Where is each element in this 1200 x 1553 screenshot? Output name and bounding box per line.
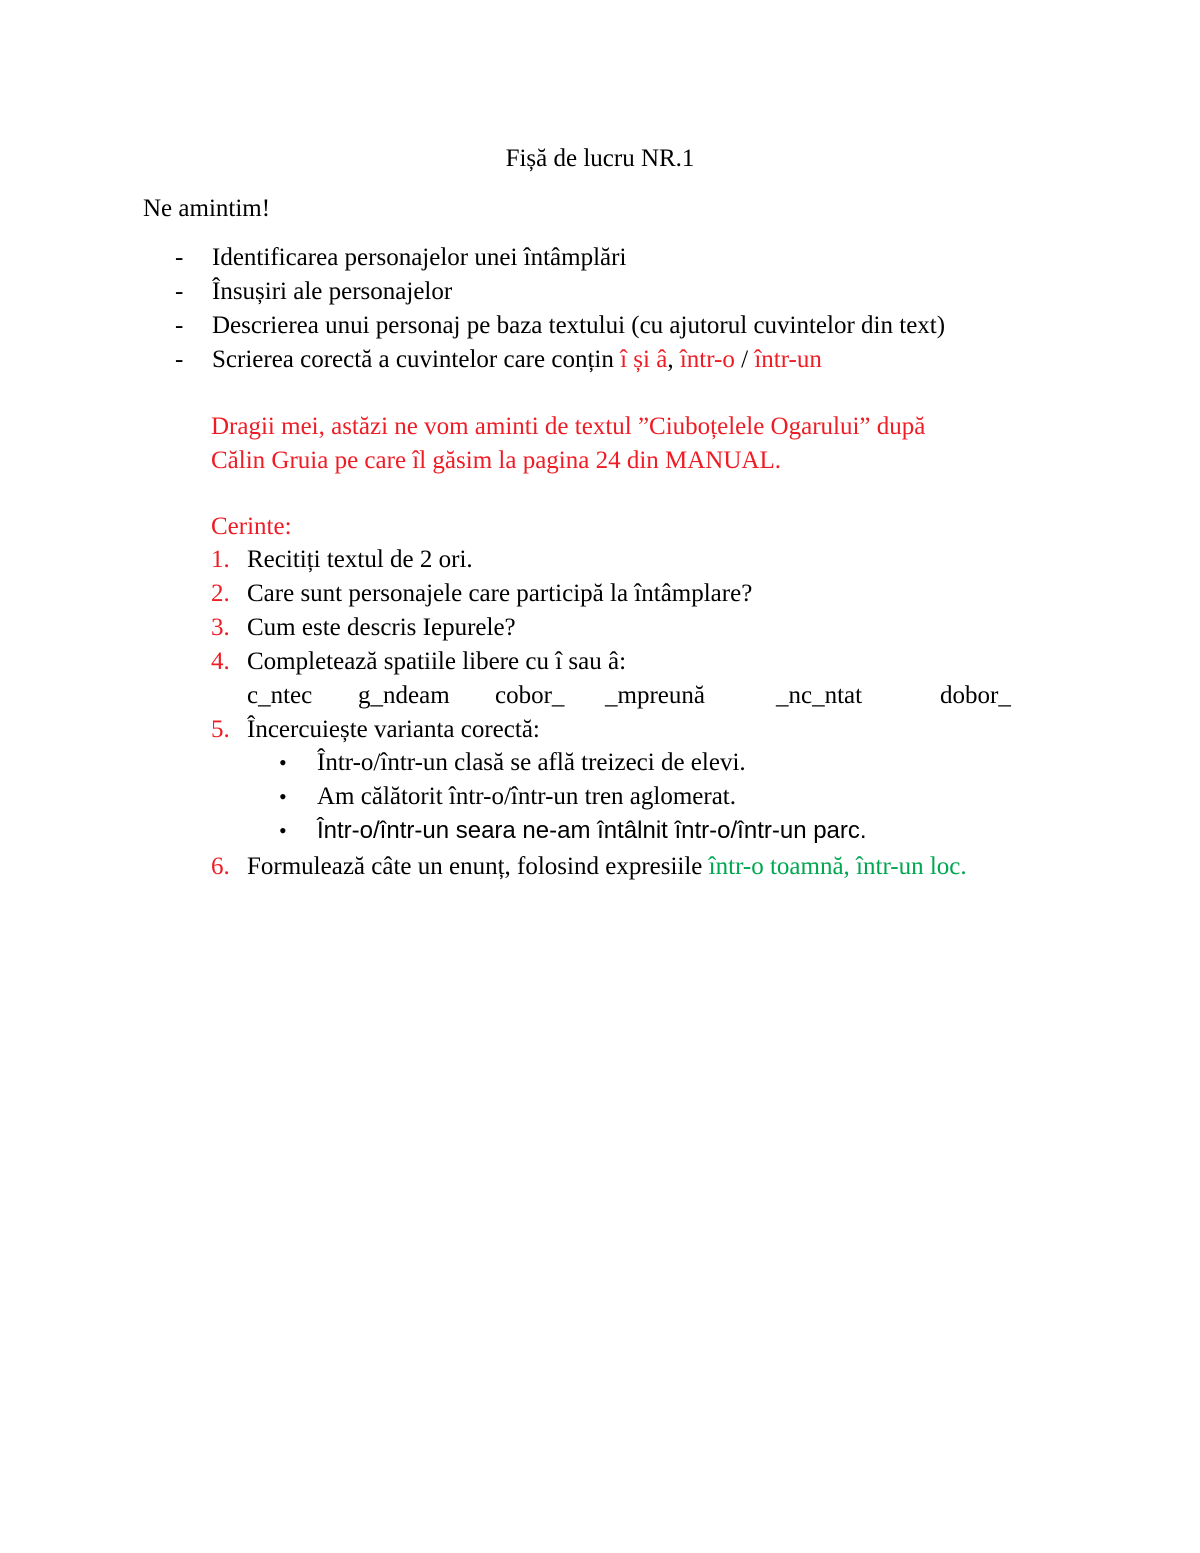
conjunction-si: și [627, 346, 657, 373]
recap-item-text: Însușiri ale personajelor [212, 278, 453, 305]
fill-word: _nc_ntat [776, 682, 863, 709]
list-item [279, 746, 867, 780]
dash-marker: - [175, 244, 184, 271]
task-number: 5. [211, 716, 230, 743]
dash-marker: - [175, 346, 184, 373]
task-number: 1. [211, 546, 230, 573]
bullet-marker: • [279, 750, 287, 775]
fill-word: c_ntec [247, 682, 313, 709]
task-highlight: într-o toamnă, într-un loc. [708, 853, 967, 880]
intro-heading: Ne amintim! [143, 195, 271, 222]
recap-item-text: Descrierea unui personaj pe baza textului (cu ajutorul cuvintelor din text) [212, 312, 946, 339]
task-number: 6. [211, 853, 230, 880]
fill-word: dobor_ [940, 682, 1011, 709]
recap-prefix: Scrierea corectă a cuvintelor care conțin [212, 346, 621, 373]
dash-marker: - [175, 312, 184, 339]
message-line: Dragii mei, astăzi ne vom aminti de textul ”Ciuboțelele Ogarului” după [211, 413, 926, 440]
task-item [211, 611, 1071, 645]
task-text: Recitiți textul de 2 ori. [247, 546, 473, 573]
requirements-heading: Cerinte: [211, 513, 292, 540]
list-item [279, 780, 867, 814]
task-item [211, 713, 1071, 747]
recap-list [175, 241, 945, 377]
task-item [211, 543, 1071, 577]
task-number: 2. [211, 580, 230, 607]
task-number: 3. [211, 614, 230, 641]
letter-a: â [656, 346, 668, 373]
fill-word: g_ndeam [358, 682, 450, 709]
slash-separator: / [734, 346, 755, 373]
task-list [211, 543, 1071, 747]
teacher-message [211, 410, 1031, 478]
task-text: Formulează câte un enunț, folosind expresiile [247, 853, 709, 880]
task-item [211, 645, 1071, 679]
list-item [175, 275, 945, 309]
list-item [175, 241, 945, 275]
dash-marker: - [175, 278, 184, 305]
fill-in-words [247, 679, 1027, 713]
bullet-text: Am călătorit într-o/într-un tren aglomerat. [317, 783, 736, 810]
comma-separator: , [667, 346, 680, 373]
fill-word: _mpreună [605, 682, 705, 709]
bullet-text: Într-o/într-un clasă se află treizeci de elevi. [317, 749, 746, 776]
task-text: Care sunt personajele care participă la întâmplare? [247, 580, 753, 607]
word-intr-un: într-un [754, 346, 822, 373]
fill-word: cobor_ [495, 682, 565, 709]
task-text: Încercuiește varianta corectă: [247, 716, 540, 743]
list-item [175, 309, 945, 343]
task-number: 4. [211, 648, 230, 675]
list-item [175, 343, 945, 377]
task-text: Cum este descris Iepurele? [247, 614, 516, 641]
bullet-list [279, 746, 867, 848]
letter-i: î [620, 346, 628, 373]
task-item-6 [211, 850, 967, 884]
bullet-marker: • [279, 818, 287, 843]
task-text: Completează spatiile libere cu î sau â: [247, 648, 627, 675]
message-line: Călin Gruia pe care îl găsim la pagina 24 din MANUAL. [211, 447, 781, 474]
word-intr-o: într-o [679, 346, 735, 373]
task-item [211, 577, 1071, 611]
recap-item-text: Identificarea personajelor unei întâmplări [212, 244, 627, 271]
bullet-text: Într-o/într-un seara ne-am întâlnit într-o/într-un parc. [317, 817, 867, 844]
recap-item-text [212, 343, 822, 377]
list-item [279, 814, 867, 848]
bullet-marker: • [279, 784, 287, 809]
page-title: Fișă de lucru NR.1 [505, 145, 695, 172]
